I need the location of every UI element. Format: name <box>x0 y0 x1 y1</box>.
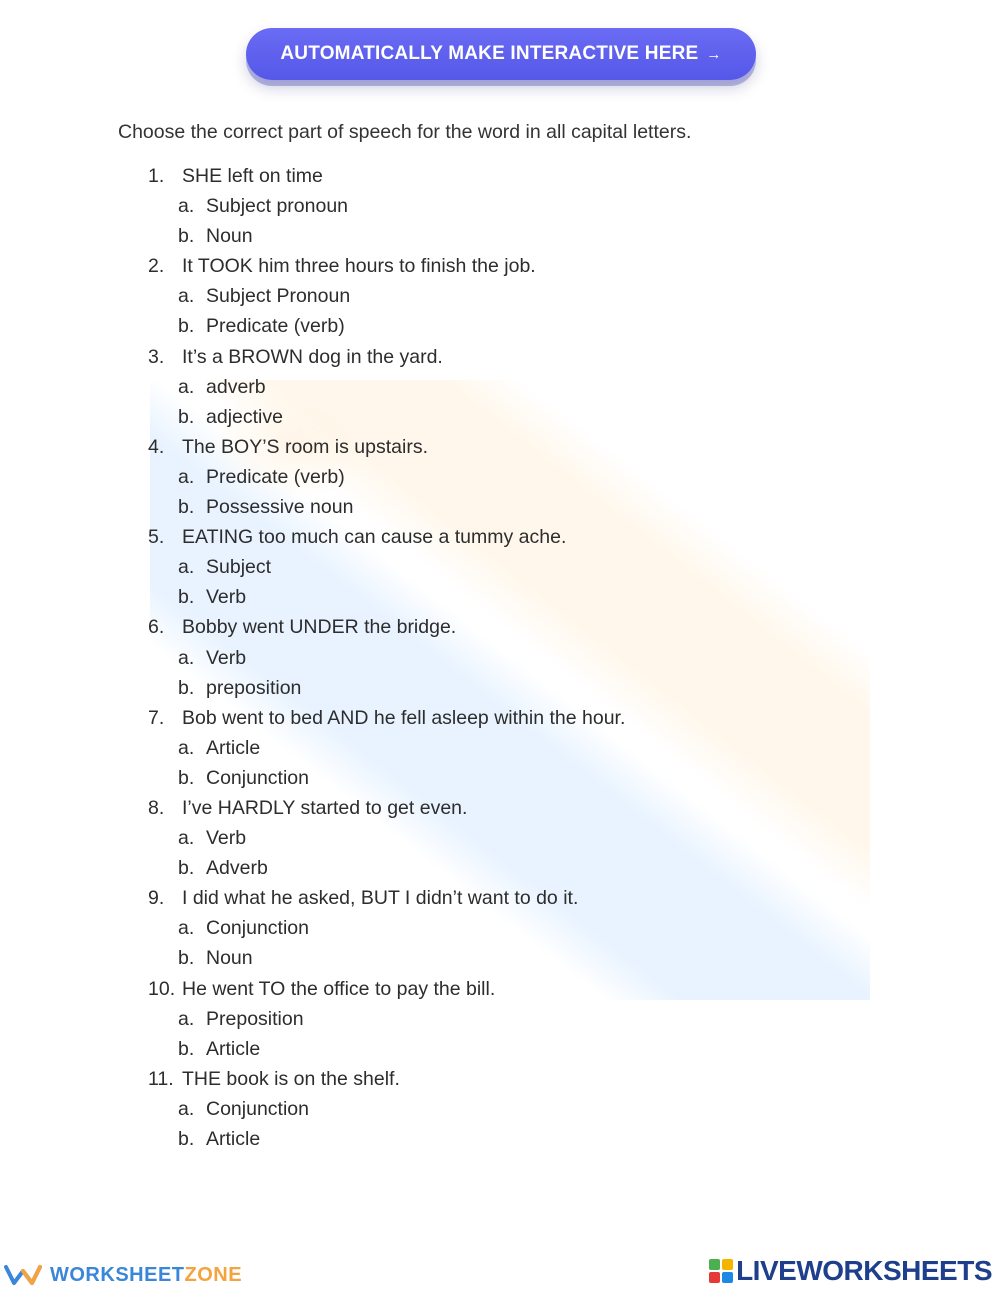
option-letter: b. <box>178 857 195 880</box>
question-9 <box>148 885 848 915</box>
option-letter: b. <box>178 586 195 609</box>
option-text: Subject <box>206 556 272 579</box>
option-text: adverb <box>206 375 266 398</box>
question-2 <box>148 253 848 283</box>
option-letter: a. <box>178 736 195 759</box>
question-3-option-b[interactable] <box>148 404 848 434</box>
question-text: It’s a BROWN dog in the yard. <box>182 345 443 368</box>
option-text: Preposition <box>206 1007 304 1030</box>
option-text: Article <box>206 736 261 759</box>
option-letter: a. <box>178 556 195 579</box>
option-text: Predicate (verb) <box>206 315 345 338</box>
question-4 <box>148 434 848 464</box>
question-9-option-b[interactable] <box>148 945 848 975</box>
arrow-right-icon: → <box>706 45 722 63</box>
question-text: Bob went to bed AND he fell asleep within the hour. <box>182 706 626 729</box>
question-number: 2. <box>148 255 165 278</box>
question-5-option-a[interactable] <box>148 554 848 584</box>
question-number: 10. <box>148 977 176 1000</box>
question-text: He went TO the office to pay the bill. <box>182 977 496 1000</box>
question-2-option-b[interactable] <box>148 313 848 343</box>
option-letter: b. <box>178 947 195 970</box>
option-letter: b. <box>178 225 195 248</box>
question-text: The BOY’S room is upstairs. <box>182 435 428 458</box>
option-text: Predicate (verb) <box>206 465 345 488</box>
option-text: Noun <box>206 225 253 248</box>
option-text: Conjunction <box>206 766 309 789</box>
question-1-option-b[interactable] <box>148 223 848 253</box>
question-number: 8. <box>148 796 165 819</box>
worksheetzone-brand <box>4 1261 242 1289</box>
question-list <box>148 163 848 1156</box>
option-text: Possessive noun <box>206 496 354 519</box>
question-text: SHE left on time <box>182 165 323 187</box>
question-text: I’ve HARDLY started to get even. <box>182 796 468 819</box>
question-8-option-a[interactable] <box>148 825 848 855</box>
option-letter: b. <box>178 1037 195 1060</box>
option-letter: a. <box>178 827 195 850</box>
question-number: 1. <box>148 165 165 187</box>
question-1 <box>148 163 848 193</box>
question-4-option-b[interactable] <box>148 494 848 524</box>
question-11-option-b[interactable] <box>148 1126 848 1156</box>
question-1-option-a[interactable] <box>148 193 848 223</box>
question-number: 11. <box>148 1067 174 1090</box>
question-3 <box>148 344 848 374</box>
option-letter: b. <box>178 405 195 428</box>
question-6-option-b[interactable] <box>148 675 848 705</box>
question-8 <box>148 795 848 825</box>
option-letter: b. <box>178 1128 195 1150</box>
question-text: THE book is on the shelf. <box>182 1067 400 1090</box>
question-11 <box>148 1066 848 1096</box>
question-7-option-a[interactable] <box>148 735 848 765</box>
question-text: Bobby went UNDER the bridge. <box>182 616 457 639</box>
option-text: Verb <box>206 827 247 850</box>
question-11-option-a[interactable] <box>148 1096 848 1126</box>
question-10-option-a[interactable] <box>148 1006 848 1036</box>
option-letter: a. <box>178 195 195 218</box>
question-text: EATING too much can cause a tummy ache. <box>182 526 567 549</box>
option-text: Adverb <box>206 857 268 880</box>
question-text: I did what he asked, BUT I didn’t want to do it. <box>182 887 579 910</box>
option-text: Conjunction <box>206 1097 309 1120</box>
worksheetzone-wordmark <box>50 1264 242 1287</box>
question-8-option-b[interactable] <box>148 855 848 885</box>
option-text: Verb <box>206 646 247 669</box>
instructions-text: Choose the correct part of speech for the word in all capital letters. <box>118 121 692 143</box>
make-interactive-button-wrap <box>246 28 756 84</box>
question-number: 4. <box>148 435 165 458</box>
question-3-option-a[interactable] <box>148 374 848 404</box>
option-letter: a. <box>178 375 195 398</box>
question-number: 7. <box>148 706 165 729</box>
option-text: Conjunction <box>206 917 309 940</box>
option-letter: a. <box>178 285 195 308</box>
liveworksheets-brand <box>708 1254 992 1288</box>
option-letter: a. <box>178 1007 195 1030</box>
question-5-option-b[interactable] <box>148 584 848 614</box>
option-letter: a. <box>178 1097 195 1120</box>
option-letter: a. <box>178 465 195 488</box>
option-text: Article <box>206 1128 261 1150</box>
question-5 <box>148 524 848 554</box>
question-text: It TOOK him three hours to finish the job. <box>182 255 536 278</box>
question-10-option-b[interactable] <box>148 1036 848 1066</box>
option-text: Noun <box>206 947 253 970</box>
liveworksheets-logo-icon <box>708 1258 734 1284</box>
option-text: Subject pronoun <box>206 195 349 218</box>
question-2-option-a[interactable] <box>148 283 848 313</box>
make-interactive-label: AUTOMATICALLY MAKE INTERACTIVE HERE <box>280 43 699 64</box>
worksheetzone-wordmark-part1: WORKSHEET <box>50 1263 185 1286</box>
option-text: Subject Pronoun <box>206 285 351 308</box>
option-letter: b. <box>178 496 195 519</box>
question-number: 3. <box>148 345 165 368</box>
question-10 <box>148 976 848 1006</box>
option-letter: a. <box>178 646 195 669</box>
make-interactive-button[interactable] <box>246 28 756 80</box>
worksheetzone-logo-icon <box>4 1263 42 1287</box>
question-number: 5. <box>148 526 165 549</box>
question-9-option-a[interactable] <box>148 915 848 945</box>
option-letter: b. <box>178 676 195 699</box>
option-letter: b. <box>178 766 195 789</box>
option-text: adjective <box>206 405 283 428</box>
question-number: 6. <box>148 616 165 639</box>
question-number: 9. <box>148 887 165 910</box>
question-7-option-b[interactable] <box>148 765 848 795</box>
option-letter: a. <box>178 917 195 940</box>
question-6-option-a[interactable] <box>148 645 848 675</box>
liveworksheets-wordmark: LIVEWORKSHEETS <box>736 1255 992 1286</box>
question-7 <box>148 705 848 735</box>
option-letter: b. <box>178 315 195 338</box>
question-4-option-a[interactable] <box>148 464 848 494</box>
worksheetzone-wordmark-part2: ZONE <box>184 1263 243 1286</box>
option-text: Article <box>206 1037 261 1060</box>
option-text: preposition <box>206 676 302 699</box>
option-text: Verb <box>206 586 247 609</box>
question-6 <box>148 614 848 644</box>
